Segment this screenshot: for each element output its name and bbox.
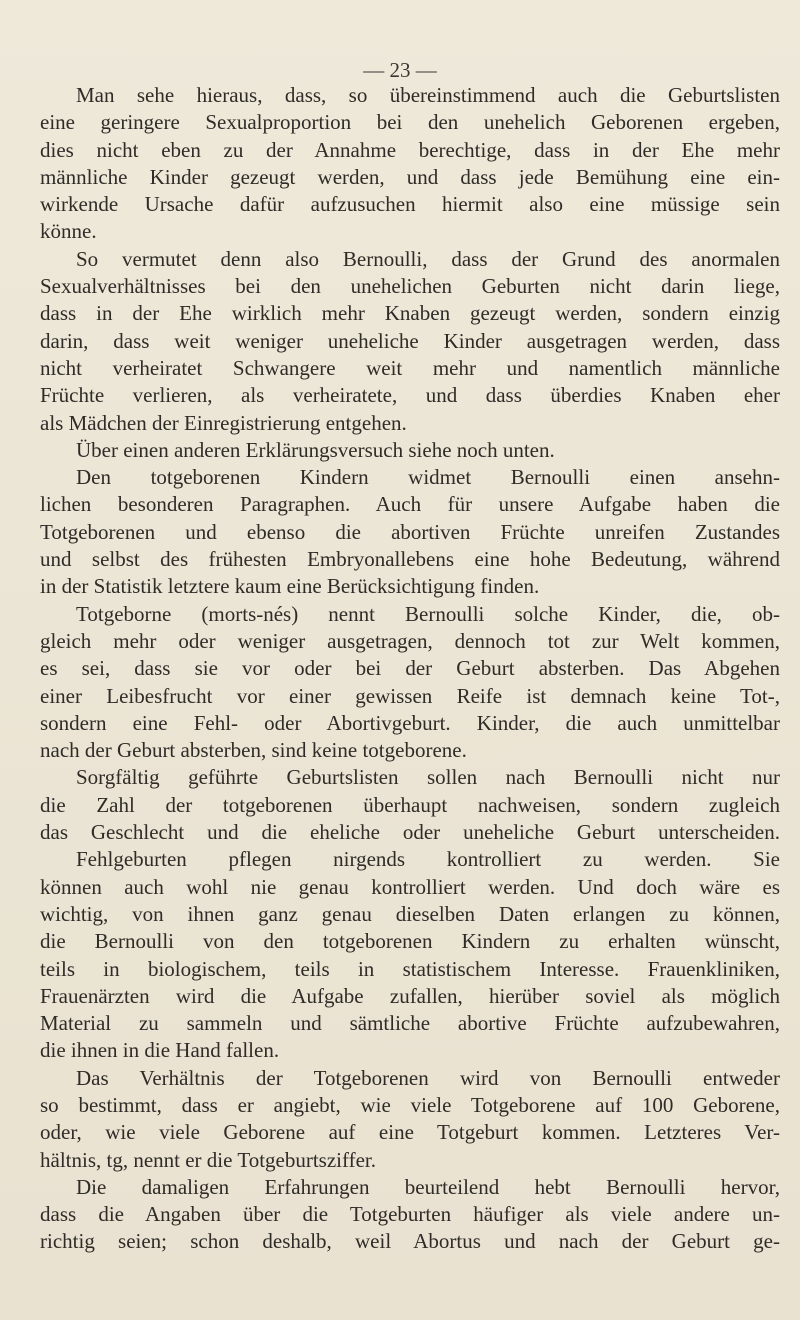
text-line: Frauenärzten wird die Aufgabe zufallen, hierüber soviel als möglich [40,983,780,1008]
text-line: dass in der Ehe wirklich mehr Knaben gezeugt werden, sondern einzig [40,301,780,326]
text-line: dass die Angaben über die Totgeburten häufiger als viele andere un- [40,1202,780,1227]
text-line: können auch wohl nie genau kontrolliert werden. Und doch wäre es [40,874,780,899]
text-line: Totgeborenen und ebenso die abortiven Früchte unreifen Zustandes [40,519,780,544]
text-line: sondern eine Fehl- oder Abortivgeburt. Kinder, die auch unmittelbar [40,710,780,735]
text-line: einer Leibesfrucht vor einer gewissen Reife ist demnach keine Tot-, [40,683,780,708]
text-line: die Bernoulli von den totgeborenen Kindern zu erhalten wünscht, [40,929,780,954]
text-line: dies nicht eben zu der Annahme berechtige, dass in der Ehe mehr [40,137,780,162]
text-line: die Zahl der totgeborenen überhaupt nachweisen, sondern zugleich [40,792,780,817]
text-line: und selbst des frühesten Embryonallebens eine hohe Bedeutung, während [40,547,780,572]
text-line: gleich mehr oder weniger ausgetragen, dennoch tot zur Welt kommen, [40,628,780,653]
text-line: lichen besonderen Paragraphen. Auch für unsere Aufgabe haben die [40,492,780,517]
text-line: Über einen anderen Erklärungsversuch siehe noch unten. [76,437,555,462]
text-line: männliche Kinder gezeugt werden, und dass jede Bemühung eine ein- [40,164,780,189]
text-line: es sei, dass sie vor oder bei der Geburt absterben. Das Abgehen [40,656,780,681]
text-line: die ihnen in die Hand fallen. [40,1038,280,1063]
page-number: — 23 — [363,58,437,82]
text-line: wirkende Ursache dafür aufzusuchen hiermit also eine müssige sein [40,192,780,217]
text-line: hältnis, tg, nennt er die Totgeburtsziffer. [40,1147,377,1172]
text-line: Das Verhältnis der Totgeborenen wird von Bernoulli entweder [76,1065,780,1090]
text-line: Sorgfältig geführte Geburtslisten sollen nach Bernoulli nicht nur [76,765,780,790]
text-line: Den totgeborenen Kindern widmet Bernoulli einen ansehn- [76,465,780,490]
text-line: als Mädchen der Einregistrierung entgehen. [40,410,407,435]
text-line: teils in biologischem, teils in statistischem Interesse. Frauenkliniken, [40,956,780,981]
text-line: eine geringere Sexualproportion bei den unehelich Geborenen ergeben, [40,110,780,135]
text-line: wichtig, von ihnen ganz genau dieselben Daten erlangen zu können, [40,901,780,926]
text-line: richtig seien; schon deshalb, weil Abortus und nach der Geburt ge- [40,1229,780,1254]
text-line: in der Statistik letztere kaum eine Berücksichtigung finden. [40,574,540,599]
text-line: Material zu sammeln und sämtliche abortive Früchte aufzubewahren, [40,1011,780,1036]
text-line: Fehlgeburten pflegen nirgends kontrolliert zu werden. Sie [76,847,780,872]
text-line: Totgeborne (morts-nés) nennt Bernoulli solche Kinder, die, ob- [76,601,780,626]
text-line: darin, dass weit weniger uneheliche Kinder ausgetragen werden, dass [40,328,780,353]
text-line: nicht verheiratet Schwangere weit mehr und namentlich männliche [40,355,780,380]
text-line: Sexualverhältnisses bei den unehelichen Geburten nicht darin liege, [40,274,780,299]
text-line: nach der Geburt absterben, sind keine totgeborene. [40,738,467,763]
text-line: könne. [40,219,97,244]
text-line: Man sehe hieraus, dass, so übereinstimmend auch die Geburtslisten [76,83,780,107]
text-line: So vermutet denn also Bernoulli, dass der Grund des anormalen [76,246,780,271]
text-line: das Geschlecht und die eheliche oder uneheliche Geburt unterscheiden. [40,820,780,845]
text-line: Früchte verlieren, als verheiratete, und dass überdies Knaben eher [40,383,780,408]
text-line: Die damaligen Erfahrungen beurteilend hebt Bernoulli hervor, [76,1174,780,1199]
text-line: oder, wie viele Geborene auf eine Totgeburt kommen. Letzteres Ver- [40,1120,780,1145]
text-line: so bestimmt, dass er angiebt, wie viele Totgeborene auf 100 Geborene, [40,1092,780,1117]
body-text [40,82,780,1256]
